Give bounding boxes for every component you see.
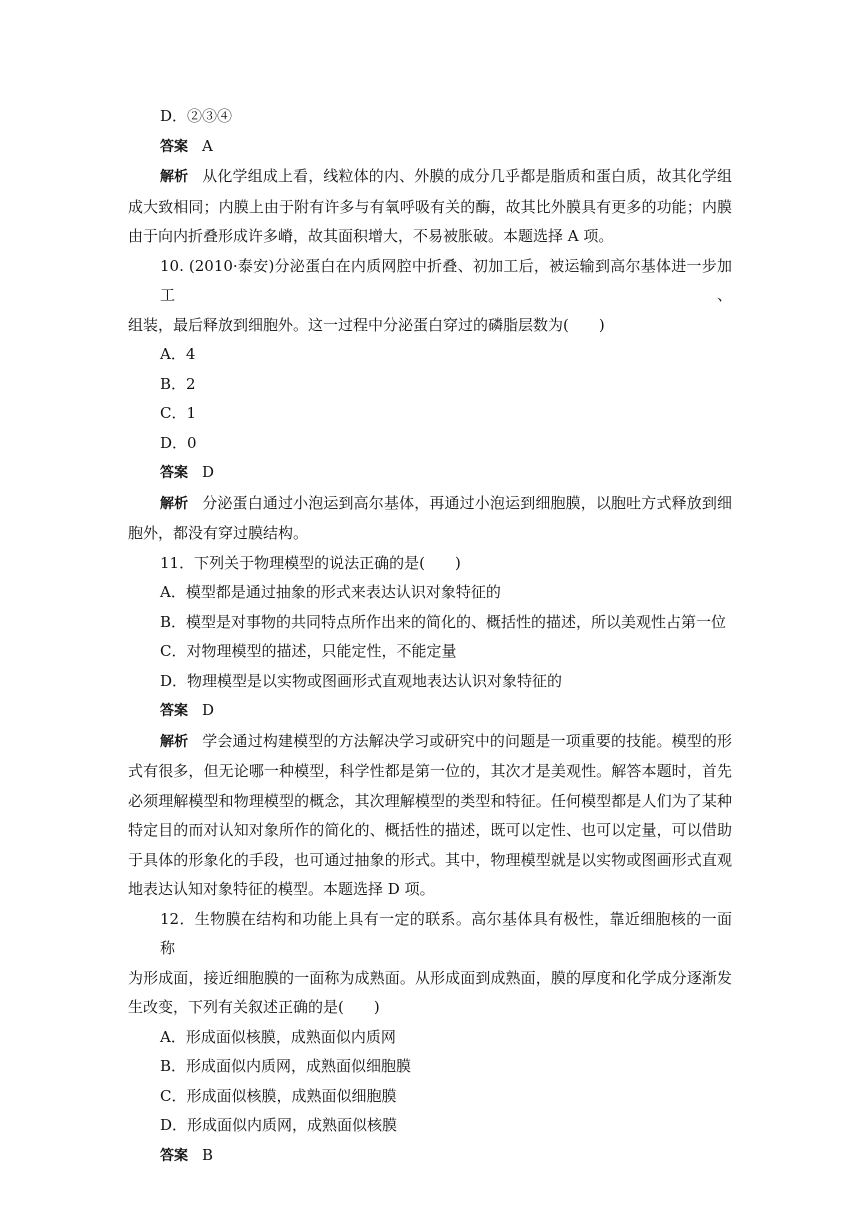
answer-label: 答案 [160, 138, 188, 155]
q11-option-b: B．模型是对事物的共同特点所作出来的简化的、概括性的描述，所以美观性占第一位 [160, 612, 727, 631]
analysis-label: 解析 [160, 495, 189, 512]
stem-line: 生改变，下列有关叙述正确的是( ) [128, 998, 380, 1016]
analysis-label: 解析 [160, 733, 189, 750]
q9-analysis [128, 162, 732, 252]
stem-line: 10. (2010·泰安)分泌蛋白在内质网腔中折叠、初加工后，被运输到高尔基体进一步加工、 [160, 256, 732, 304]
q10-answer [160, 458, 732, 489]
analysis-line: 于具体的形象化的手段，也可通过抽象的形式。其中，物理模型就是以实物或图画形式直观 [128, 850, 732, 869]
q12-option-b: B．形成面似内质网，成熟面似细胞膜 [160, 1057, 412, 1075]
q10-analysis [128, 489, 732, 549]
answer-value: B [202, 1145, 214, 1164]
analysis-line: 式有很多，但无论哪一种模型，科学性都是第一位的，其次才是美观性。解答本题时，首先 [128, 762, 732, 780]
q10-option-c: C．1 [160, 404, 197, 422]
q10-option-a: A．4 [160, 345, 196, 363]
analysis-line: 特定目的而对认知对象所作的简化的、概括性的描述，既可以定性、也可以定量，可以借助 [128, 821, 732, 839]
q9-option-d: D．②③④ [160, 107, 233, 125]
q11-option-a: A．模型都是通过抽象的形式来表达认识对象特征的 [160, 583, 501, 601]
analysis-line: 地表达认知对象特征的模型。本题选择 D 项。 [128, 880, 435, 898]
q12-option-c: C．形成面似核膜，成熟面似细胞膜 [160, 1086, 397, 1105]
q11-option-c: C．对物理模型的描述，只能定性，不能定量 [160, 642, 457, 660]
analysis-line: 成大致相同；内膜上由于附有许多与有氧呼吸有关的酶，故其比外膜具有更多的功能；内膜 [128, 197, 732, 216]
stem-line: 组装，最后释放到细胞外。这一过程中分泌蛋白穿过的磷脂层数为( ) [128, 315, 605, 334]
answer-value: D [202, 701, 215, 719]
q9-answer [160, 132, 732, 163]
analysis-line: 由于向内折叠形成许多嵴，故其面积增大，不易被胀破。本题选择 A 项。 [128, 227, 614, 245]
stem-line: 12．生物膜在结构和功能上具有一定的联系。高尔基体具有极性，靠近细胞核的一面称 [160, 909, 732, 957]
answer-value: D [202, 463, 215, 481]
stem-line: 为形成面，接近细胞膜的一面称为成熟面。从形成面到成熟面，膜的厚度和化学成分逐渐发 [128, 968, 732, 987]
q12-stem [128, 905, 732, 1023]
answer-label: 答案 [160, 465, 188, 481]
q11-answer [160, 696, 732, 727]
q11-stem: 11．下列关于物理模型的说法正确的是( ) [160, 553, 461, 572]
q12-option-d: D．形成面似内质网，成熟面似核膜 [160, 1116, 398, 1134]
q10-option-d: D．0 [160, 433, 197, 452]
q10-option-b: B．2 [160, 374, 196, 393]
q11-analysis [128, 727, 732, 905]
analysis-line: 解析 从化学组成上看，线粒体的内、外膜的成分几乎都是脂质和蛋白质，故其化学组 [160, 167, 732, 185]
analysis-line: 必须理解模型和物理模型的概念，其次理解模型的类型和特征。任何模型都是人们为了某种 [128, 791, 732, 810]
answer-label: 答案 [160, 1147, 188, 1164]
analysis-line: 解析 学会通过构建模型的方法解决学习或研究中的问题是一项重要的技能。模型的形 [160, 731, 732, 750]
q12-option-a: A．形成面似核膜，成熟面似内质网 [160, 1027, 396, 1046]
answer-value: A [202, 136, 213, 155]
analysis-label: 解析 [160, 169, 189, 185]
q12-answer [160, 1141, 732, 1172]
answer-label: 答案 [160, 703, 188, 719]
q10-stem [128, 252, 732, 341]
analysis-line: 解析 分泌蛋白通过小泡运到高尔基体，再通过小泡运到细胞膜，以胞吐方式释放到细 [160, 493, 732, 512]
q11-option-d: D．物理模型是以实物或图画形式直观地表达认识对象特征的 [160, 671, 563, 690]
analysis-line: 胞外，都没有穿过膜结构。 [128, 524, 309, 542]
